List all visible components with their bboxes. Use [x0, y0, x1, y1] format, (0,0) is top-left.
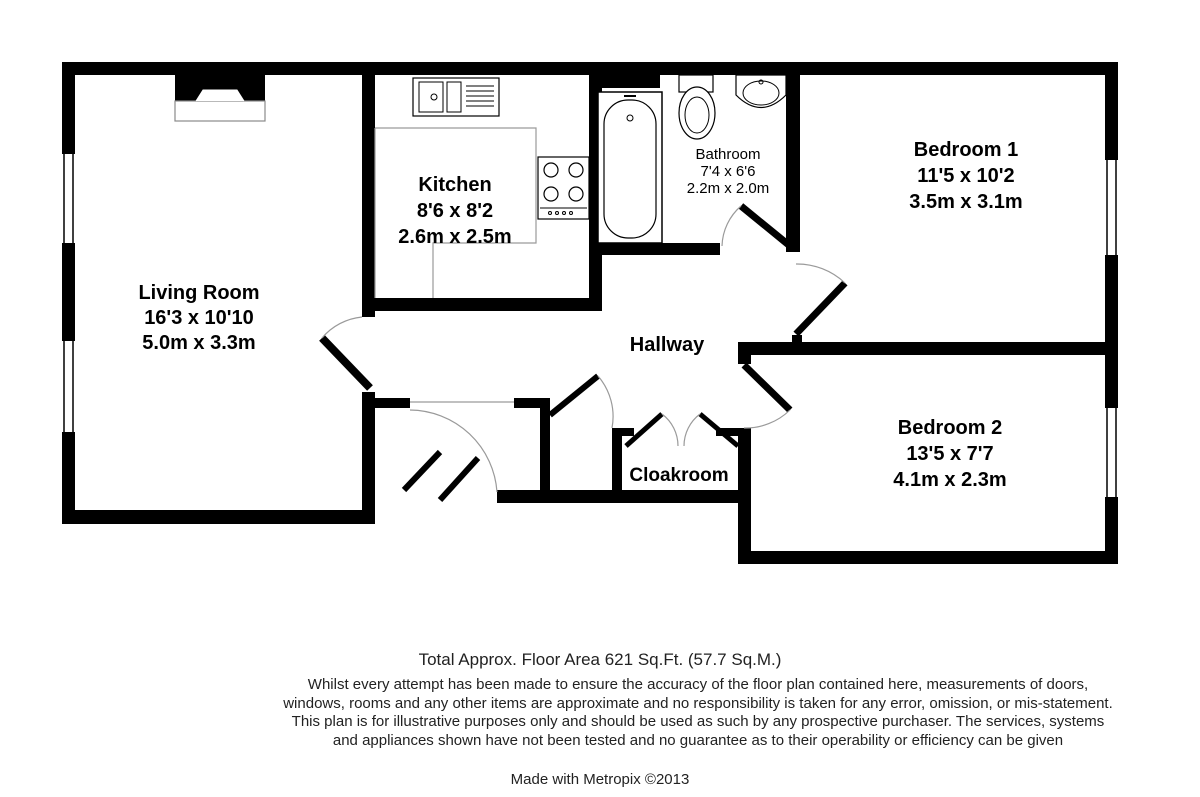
wall-bed1-right-2 [1105, 255, 1118, 355]
bathroom-metric: 2.2m x 2.0m [686, 180, 770, 197]
bedroom2-name: Bedroom 2 [897, 417, 1003, 439]
kitchen-imperial: 8'6 x 8'2 [416, 200, 494, 222]
bedroom1-metric: 3.5m x 3.1m [909, 191, 1023, 213]
room-label-bedroom2 [893, 417, 1006, 491]
bedroom2-imperial: 13'5 x 7'7 [906, 443, 994, 465]
wall-cloak-left [612, 428, 622, 503]
wall-hall-bottom [497, 490, 751, 503]
wall-bath-bottom [594, 243, 720, 255]
door-bedroom2 [744, 365, 790, 428]
room-label-living [138, 282, 259, 354]
wall-entry-left [362, 392, 375, 524]
disclaimer-text: Whilst every attempt has been made to ensure the accuracy of the floor plan contained here, measurements of doors, windows, rooms and any other items are approximate and no responsibility is taken for any error, omission, or mis-statement. This plan is for illustrative purposes only and should be used as such by any prospective purchaser. The services, systems and appliances shown have not been tested and no guarantee as to their operability or efficiency can be given [283, 676, 1113, 749]
living-imperial: 16'3 x 10'10 [144, 307, 254, 329]
wall-top-bath [594, 62, 660, 88]
wall-living-left-1 [62, 62, 75, 154]
wall-bed2-bottom [738, 551, 1118, 564]
metropix-credit: Made with Metropix ©2013 [510, 771, 690, 788]
door-living [322, 317, 370, 388]
door-entrance [404, 402, 514, 500]
wall-top-left [62, 62, 594, 75]
wall-bath-right [786, 62, 800, 252]
wall-entry-top [362, 398, 410, 408]
wall-store-top [514, 398, 550, 408]
room-label-bathroom [687, 146, 770, 197]
bathroom-imperial: 7'4 x 6'6 [700, 163, 756, 180]
bath-icon [598, 92, 662, 243]
hallway-label: Hallway [629, 334, 705, 356]
cloakroom-label: Cloakroom [629, 465, 729, 486]
door-cloakroom [626, 414, 738, 446]
wall-bed2-left-upper [738, 342, 751, 364]
wall-bed1-right-1 [1105, 62, 1118, 160]
sink-icon [413, 78, 499, 116]
wall-living-left-2 [62, 243, 75, 341]
room-label-kitchen [398, 174, 511, 248]
living-name: Living Room [138, 282, 260, 304]
door-bedroom1 [796, 264, 845, 334]
wall-bed2-right-1 [1105, 342, 1118, 408]
bedroom1-name: Bedroom 1 [913, 139, 1019, 161]
bedroom2-metric: 4.1m x 2.3m [893, 469, 1007, 491]
total-floor-area: Total Approx. Floor Area 621 Sq.Ft. (57.7 Sq.M.) [418, 650, 782, 669]
bedroom1-imperial: 11'5 x 10'2 [917, 165, 1015, 187]
hob-icon [538, 157, 589, 219]
living-metric: 5.0m x 3.3m [142, 332, 256, 354]
wall-kitchen-bottom [362, 298, 602, 311]
toilet-icon [679, 75, 715, 139]
door-bathroom [722, 206, 790, 246]
wall-living-right-upper [362, 62, 375, 317]
kitchen-metric: 2.6m x 2.5m [398, 226, 512, 248]
kitchen-name: Kitchen [418, 174, 492, 196]
wall-cloak-top-left [612, 428, 634, 436]
wall-living-bottom [62, 510, 375, 524]
wall-store-right [540, 398, 550, 503]
basin-icon [736, 75, 786, 108]
bathroom-name: Bathroom [695, 146, 761, 163]
door-store [550, 376, 613, 428]
room-label-bedroom1 [909, 139, 1022, 213]
wall-bed1-bottom [792, 342, 1118, 355]
wall-top-right [660, 62, 1118, 75]
